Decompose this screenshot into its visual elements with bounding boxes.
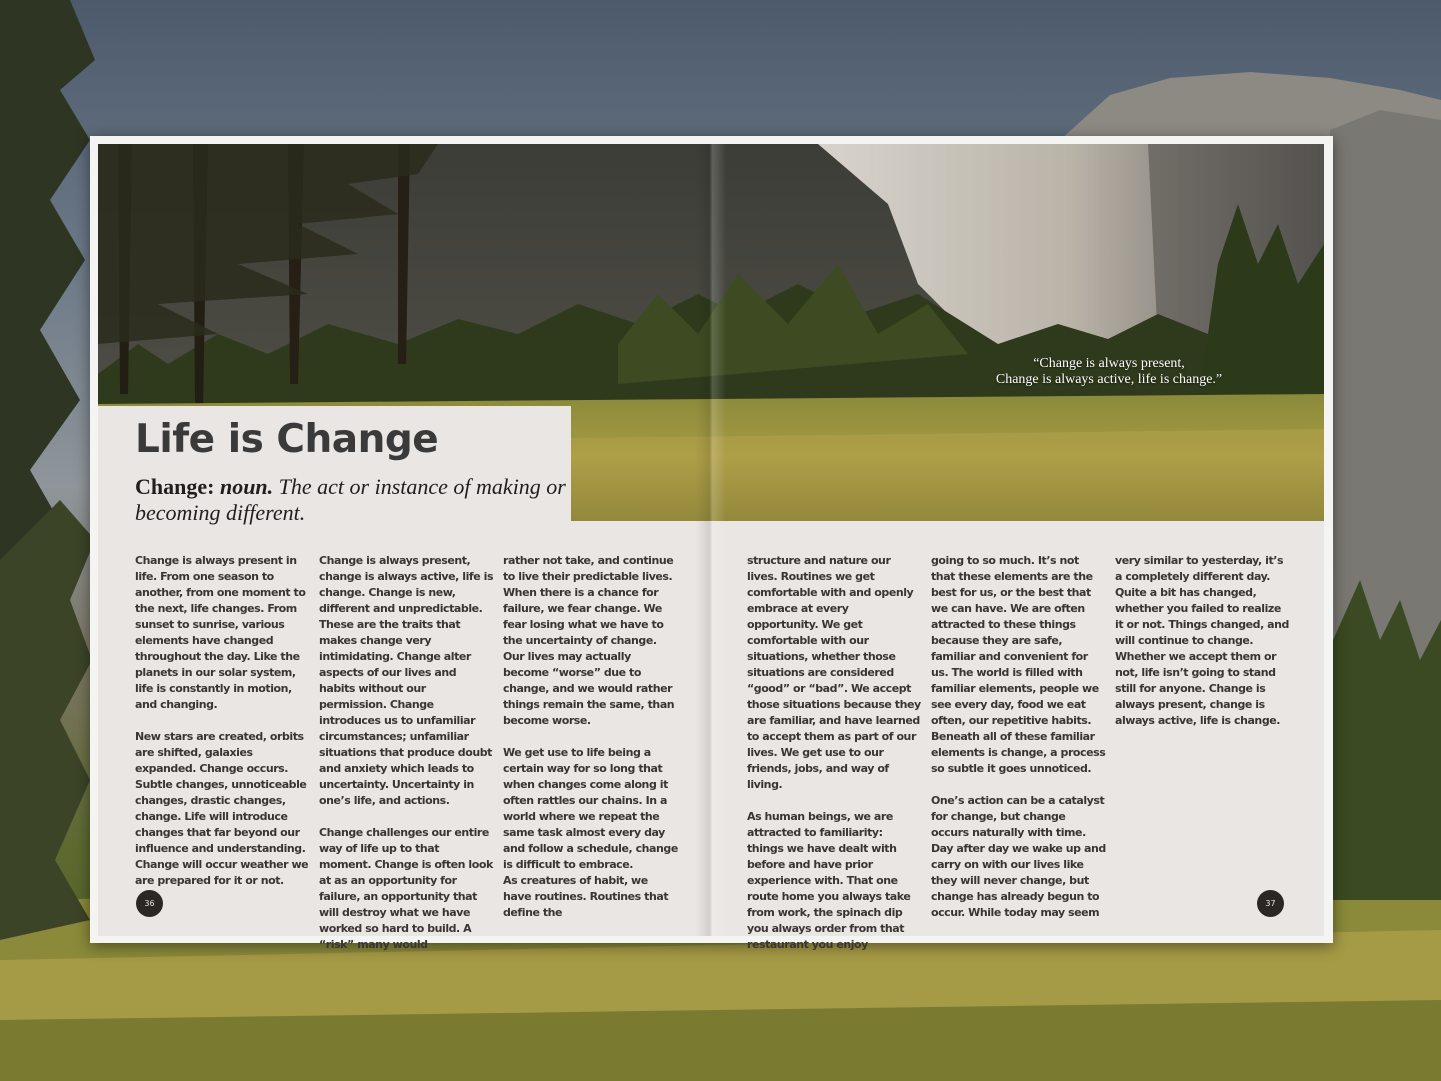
paragraph: One’s action can be a catalyst for change, but change occurs naturally with time. Day after day we wake up and carry on with our lives like they will never change, but change has already begun to occur. While today may seem <box>931 794 1106 919</box>
right-column-2 <box>931 553 1106 937</box>
paragraph: As creatures of habit, we have routines. Routines that define the <box>503 874 669 919</box>
paragraph: Change challenges our entire way of life up to that moment. Change is often look at as an opportunity for failure, an opportunity that will destroy what we have worked so hard to build. A “risk” many would <box>319 826 493 951</box>
pull-quote-line: Change is always active, life is change.” <box>995 372 1223 387</box>
page-title: Life is Change <box>135 417 439 462</box>
paragraph: Change is always present, change is always active, life is change. Change is new, different and unpredictable. These are the traits that makes change very intimidating. Change alter aspects of our lives and habits without our permission. Change introduces us to unfamiliar circumstances; unfamiliar situations that produce doubt and anxiety which leads to uncertainty. Uncertainty in one’s life, and actions. <box>319 554 494 807</box>
definition-part-of-speech: noun. <box>219 474 274 499</box>
paragraph: Change is always present in life. From one season to another, from one moment to the next, life changes. From sunset to sunrise, various elements have changed throughout the day. Like the planets in our solar system, life is constantly in motion, and changing. <box>135 554 306 711</box>
left-column-2 <box>319 553 494 969</box>
definition-meaning: The act or instance of making or becoming different. <box>135 474 566 525</box>
paragraph: As human beings, we are attracted to familiarity: things we have dealt with before and have prior experience with. That one route home you always take from work, the spinach dip you always order from that restaurant you enjoy <box>747 810 911 951</box>
paragraph: New stars are created, orbits are shifted, galaxies expanded. Change occurs. Subtle changes, unnoticeable changes, drastic changes, change. Life will introduce changes that far beyond our influence and understanding. Change will occur weather we are prepared for it or not. <box>135 730 309 887</box>
pull-quote <box>964 356 1254 388</box>
page-number-right: 37 <box>1257 890 1284 917</box>
paragraph: rather not take, and continue to live their predictable lives. <box>503 554 674 583</box>
right-column-1 <box>747 553 922 969</box>
definition <box>135 474 575 526</box>
definition-term: Change: <box>135 474 215 499</box>
right-column-3 <box>1115 553 1290 745</box>
paragraph: going to so much. It’s not that these elements are the best for us, or the best that we can have. We are often attracted to these things because they are safe, familiar and convenient for us. The world is filled with familiar elements, people we see every day, food we eat often, our repetitive habits. Beneath all of these familiar elements is change, a process so subtle it goes unnoticed. <box>931 554 1106 775</box>
paragraph: We get use to life being a certain way for so long that when changes come along it often rattles our chains. In a world where we repeat the same task almost every day and follow a schedule, change is difficult to embrace. <box>503 746 678 871</box>
paragraph: very similar to yesterday, it’s a completely different day. Quite a bit has changed, whether you failed to realize it or not. Things changed, and will continue to change. Whether we accept them or not, life isn’t going to stand still for anyone. Change is always present, change is always active, life is change. <box>1115 554 1289 727</box>
page-number-left: 36 <box>136 890 163 917</box>
paragraph: When there is a chance for failure, we fear change. We fear losing what we have to the uncertainty of change. Our lives may actually become “worse” due to change, and we would rather things remain the same, than become worse. <box>503 586 675 727</box>
pull-quote-line: “Change is always present, <box>1033 356 1185 371</box>
magazine-spread <box>90 136 1333 951</box>
left-column-3 <box>503 553 678 937</box>
paragraph: structure and nature our lives. Routines we get comfortable with and openly embrace at every opportunity. We get comfortable with our situations, whether those situations are considered “good” or “bad”. We accept those situations because they are familiar, and have learned to accept them as part of our lives. We get use to our friends, jobs, and way of living. <box>747 554 921 791</box>
left-column-1 <box>135 553 311 905</box>
spread-pages <box>98 144 1324 951</box>
